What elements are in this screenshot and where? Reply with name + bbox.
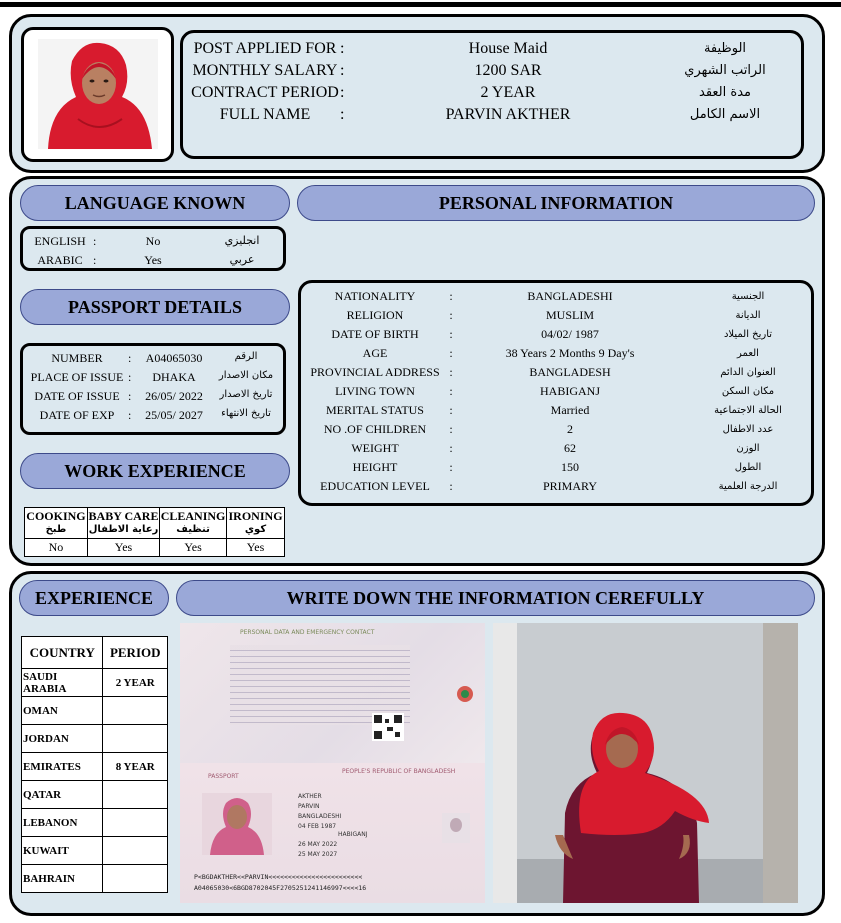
personal-label: HEIGHT	[352, 460, 398, 474]
passport-scan-dob: 04 FEB 1987	[298, 823, 337, 830]
passport-scan-issue-date: 26 MAY 2022	[298, 841, 338, 848]
skill-header-baby-care: BABY CARE رعاية الاطفال	[87, 508, 159, 539]
personal-label: EDUCATION LEVEL	[320, 479, 430, 493]
experience-row	[22, 697, 168, 725]
language-colon: :	[93, 253, 97, 267]
experience-period	[103, 725, 168, 753]
profile-photo-frame	[21, 27, 174, 162]
personal-value: Married	[550, 403, 590, 417]
job-arabic: مدة العقد	[699, 85, 751, 100]
experience-heading: EXPERIENCE	[19, 580, 169, 616]
experience-country: OMAN	[22, 697, 103, 725]
personal-value: 38 Years 2 Months 9 Day's	[505, 346, 635, 360]
experience-row	[22, 753, 168, 781]
passport-scan-given-name: PARVIN	[298, 803, 320, 810]
experience-row	[22, 669, 168, 697]
language-value: Yes	[144, 253, 162, 267]
bangladesh-emblem-icon	[456, 685, 474, 703]
passport-arabic: مكان الاصدار	[218, 370, 274, 381]
passport-arabic: تاريخ الاصدار	[219, 389, 273, 400]
experience-period: 8 YEAR	[103, 753, 168, 781]
passport-scan-place-of-birth: HABIGANJ	[338, 831, 368, 838]
personal-colon: :	[449, 308, 453, 322]
personal-value: MUSLIM	[545, 308, 594, 322]
passport-value: 25/05/ 2027	[145, 408, 203, 422]
job-value: PARVIN AKTHER	[445, 106, 571, 123]
job-colon: :	[340, 40, 345, 57]
personal-arabic: الطول	[734, 462, 762, 473]
language-arabic: انجليزي	[224, 234, 260, 247]
passport-scan-photo	[180, 623, 485, 903]
personal-arabic: العنوان الدائم	[720, 367, 776, 378]
personal-colon: :	[449, 327, 453, 341]
personal-colon: :	[449, 460, 453, 474]
experience-country: QATAR	[22, 781, 103, 809]
language-value: No	[145, 234, 161, 248]
personal-arabic: الجنسية	[731, 291, 765, 302]
language-arabic: عربي	[229, 253, 255, 266]
personal-value: 150	[561, 460, 579, 474]
passport-colon: :	[128, 408, 132, 422]
passport-scan-header: PERSONAL DATA AND EMERGENCY CONTACT	[240, 629, 375, 636]
personal-label: RELIGION	[346, 308, 404, 322]
passport-label: DATE OF ISSUE	[34, 389, 120, 403]
job-arabic: الراتب الشهري	[684, 63, 766, 78]
passport-value: 26/05/ 2022	[145, 389, 203, 403]
job-label: FULL NAME	[219, 106, 311, 123]
work-skills-table	[24, 507, 285, 557]
experience-row	[22, 865, 168, 893]
personal-label: AGE	[362, 346, 388, 360]
skill-value: Yes	[227, 539, 285, 557]
experience-table	[21, 636, 168, 893]
passport-scan-surname: AKTHER	[298, 793, 322, 800]
personal-arabic: تاريخ الميلاد	[723, 329, 773, 340]
personal-label: LIVING TOWN	[335, 384, 415, 398]
personal-info-heading: PERSONAL INFORMATION	[297, 185, 815, 221]
personal-arabic: العمر	[737, 348, 759, 359]
passport-scan-passport-word: PASSPORT	[208, 773, 239, 780]
experience-period	[103, 697, 168, 725]
personal-colon: :	[449, 422, 453, 436]
experience-country: BAHRAIN	[22, 865, 103, 893]
skill-value: Yes	[160, 539, 227, 557]
job-value: 2 YEAR	[480, 84, 536, 101]
job-label: CONTRACT PERIOD	[191, 84, 339, 101]
job-arabic: الاسم الكامل	[689, 107, 761, 122]
job-row-name	[190, 104, 352, 126]
experience-row	[22, 781, 168, 809]
experience-row	[22, 725, 168, 753]
personal-value: 04/02/ 1987	[541, 327, 599, 341]
passport-scan-nationality: BANGLADESHI	[298, 813, 342, 820]
language-colon: :	[93, 234, 97, 248]
personal-arabic: مكان السكن	[721, 386, 775, 397]
language-label: ENGLISH	[34, 234, 86, 248]
experience-country: SAUDI ARABIA	[22, 669, 103, 697]
passport-arabic: الرقم	[234, 351, 258, 362]
job-arabic: الوظيفة	[703, 41, 747, 56]
full-body-figure	[493, 623, 798, 903]
personal-colon: :	[449, 479, 453, 493]
country-column-header: COUNTRY	[22, 637, 103, 669]
personal-colon: :	[449, 346, 453, 360]
personal-colon: :	[449, 403, 453, 417]
language-label: ARABIC	[37, 253, 83, 267]
job-colon: :	[340, 106, 345, 123]
experience-country: JORDAN	[22, 725, 103, 753]
skill-value: Yes	[87, 539, 159, 557]
passport-label: NUMBER	[51, 351, 103, 365]
passport-colon: :	[128, 389, 132, 403]
personal-value: BANGLADESHI	[527, 289, 613, 303]
passport-value: A04065030	[145, 351, 203, 365]
passport-label: PLACE OF ISSUE	[30, 370, 124, 384]
personal-colon: :	[449, 384, 453, 398]
experience-country: LEBANON	[22, 809, 103, 837]
period-column-header: PERIOD	[103, 637, 168, 669]
job-colon: :	[340, 62, 345, 79]
passport-ghost-photo	[442, 813, 470, 843]
passport-value: DHAKA	[152, 370, 196, 384]
personal-arabic: الوزن	[736, 443, 760, 454]
personal-label: WEIGHT	[351, 441, 399, 455]
experience-period	[103, 865, 168, 893]
qr-code-icon	[372, 713, 404, 741]
top-border	[0, 2, 841, 7]
passport-arabic: تاريخ الانتهاء	[221, 408, 271, 419]
personal-value: BANGLADESH	[529, 365, 611, 379]
skills-header-row	[25, 508, 285, 539]
experience-country: EMIRATES	[22, 753, 103, 781]
skill-header-cleaning: CLEANING تنظيف	[160, 508, 227, 539]
skills-value-row	[25, 539, 285, 557]
personal-value: HABIGANJ	[540, 384, 600, 398]
personal-label: NO .OF CHILDREN	[323, 422, 427, 436]
personal-colon: :	[449, 441, 453, 455]
job-label: MONTHLY SALARY	[192, 62, 338, 79]
personal-colon: :	[449, 365, 453, 379]
passport-label: DATE OF EXP	[39, 408, 115, 422]
job-value: 1200 SAR	[474, 62, 542, 79]
personal-label: PROVINCIAL ADDRESS	[310, 365, 440, 379]
personal-arabic: الحالة الاجتماعية	[714, 405, 782, 416]
profile-photo	[38, 39, 158, 149]
experience-period	[103, 809, 168, 837]
job-row-contract	[190, 82, 352, 104]
experience-period: 2 YEAR	[103, 669, 168, 697]
skill-header-ironing: IRONING كوي	[227, 508, 285, 539]
personal-value: 62	[564, 441, 576, 455]
passport-scan-mrz-1: P<BGDAKTHER<<PARVIN<<<<<<<<<<<<<<<<<<<<<<<<	[194, 873, 363, 881]
experience-country: KUWAIT	[22, 837, 103, 865]
job-colon: :	[340, 84, 345, 101]
language-known-heading: LANGUAGE KNOWN	[20, 185, 290, 221]
personal-colon: :	[449, 289, 453, 303]
experience-rows	[22, 669, 168, 893]
personal-value: PRIMARY	[542, 479, 598, 493]
experience-period	[103, 781, 168, 809]
personal-arabic: عدد الاطفال	[722, 424, 774, 435]
skill-value: No	[25, 539, 88, 557]
personal-label: MERITAL STATUS	[326, 403, 424, 417]
personal-label: DATE OF BIRTH	[331, 327, 419, 341]
work-experience-heading: WORK EXPERIENCE	[20, 453, 290, 489]
passport-holder-photo	[202, 793, 272, 855]
experience-period	[103, 837, 168, 865]
personal-arabic: الديانة	[735, 310, 761, 321]
passport-colon: :	[128, 370, 132, 384]
experience-row	[22, 837, 168, 865]
personal-label: NATIONALITY	[334, 289, 416, 303]
passport-scan-exp-date: 25 MAY 2027	[298, 851, 338, 858]
job-row-salary	[190, 60, 352, 82]
job-value: House Maid	[468, 40, 548, 57]
experience-header-row	[22, 637, 168, 669]
experience-row	[22, 809, 168, 837]
passport-colon: :	[128, 351, 132, 365]
job-row-post	[190, 38, 352, 60]
personal-value: 2	[567, 422, 573, 436]
personal-arabic: الدرجة العلمية	[718, 481, 778, 492]
write-carefully-heading: WRITE DOWN THE INFORMATION CEREFULLY	[176, 580, 815, 616]
passport-scan-country: PEOPLE'S REPUBLIC OF BANGLADESH	[342, 768, 456, 775]
full-body-photo	[493, 623, 798, 903]
passport-details-heading: PASSPORT DETAILS	[20, 289, 290, 325]
job-label: POST APPLIED FOR	[193, 40, 337, 57]
passport-scan-mrz-2: A04065030<6BGD8702045F2705251241146997<<<<16	[194, 884, 367, 892]
skill-header-cooking: COOKING طبخ	[25, 508, 88, 539]
